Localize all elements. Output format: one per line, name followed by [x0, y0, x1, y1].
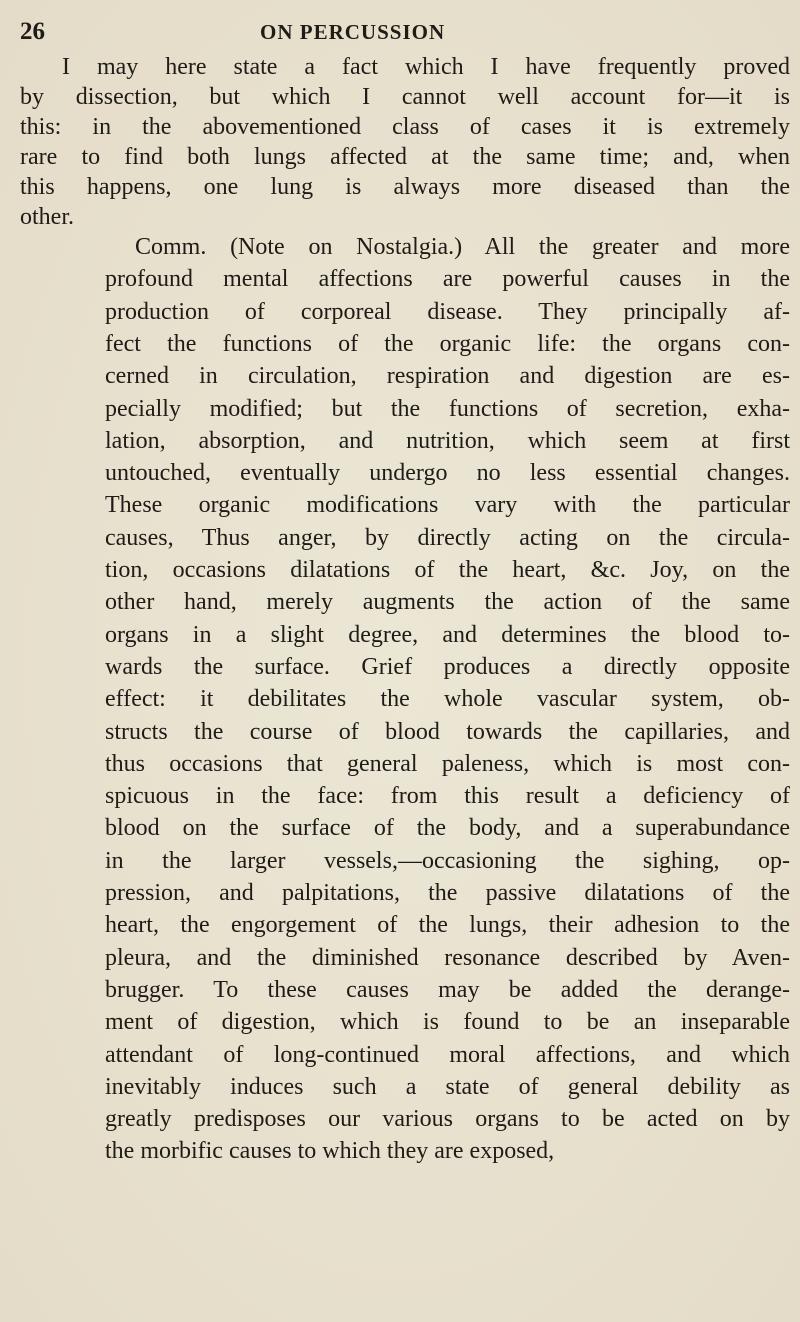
text-line: ment of digestion, which is found to be an inseparable — [105, 1009, 790, 1036]
text-line: heart, the engorgement of the lungs, their adhesion to the — [105, 912, 790, 939]
text-line: this: in the abovementioned class of cases it is extremely — [20, 114, 790, 140]
text-line: the morbific causes to which they are exposed, — [105, 1138, 555, 1165]
text-line: production of corporeal disease. They principally af- — [105, 298, 790, 325]
running-title: ON PERCUSSION — [260, 20, 446, 44]
text-line: pression, and palpitations, the passive dilatations of the — [105, 880, 790, 906]
text-line: lation, absorption, and nutrition, which seem at first — [105, 427, 790, 454]
text-line: other. — [20, 204, 74, 230]
text-line: effect: it debilitates the whole vascular system, ob- — [105, 686, 790, 713]
text-line: brugger. To these causes may be added the derange- — [105, 976, 790, 1003]
text-line: greatly predisposes our various organs to be acted on by — [105, 1106, 790, 1133]
text-line: thus occasions that general paleness, which is most con- — [105, 750, 790, 777]
text-line: untouched, eventually undergo no less essential changes. — [105, 460, 790, 487]
text-line: Comm. (Note on Nostalgia.) All the greater and more — [135, 234, 790, 260]
text-line: profound mental affections are powerful causes in the — [105, 266, 790, 293]
text-line: tion, occasions dilatations of the heart, &c. Joy, on the — [105, 557, 790, 583]
text-line: blood on the surface of the body, and a superabundance — [105, 815, 790, 842]
text-line: structs the course of blood towards the capillaries, and — [105, 718, 790, 745]
text-line: inevitably induces such a state of general debility as — [105, 1073, 790, 1100]
text-line: cerned in circulation, respiration and digestion are es- — [105, 363, 790, 390]
text-line: rare to find both lungs affected at the same time; and, when — [20, 144, 790, 170]
text-line: fect the functions of the organic life: the organs con- — [105, 330, 790, 357]
text-line: this happens, one lung is always more diseased than the — [20, 174, 790, 200]
text-line: by dissection, but which I cannot well account for—it is — [20, 84, 790, 110]
text-line: pleura, and the diminished resonance described by Aven- — [105, 944, 790, 971]
text-line: spicuous in the face: from this result a deficiency of — [105, 783, 790, 810]
text-line: other hand, merely augments the action of the same — [105, 589, 790, 616]
text-line: causes, Thus anger, by directly acting on the circula- — [105, 524, 790, 551]
text-line: I may here state a fact which I have frequently proved — [62, 54, 790, 80]
text-line: attendant of long-continued moral affections, and which — [105, 1041, 790, 1068]
text-line: pecially modified; but the functions of secretion, exha- — [105, 395, 790, 422]
text-line: organs in a slight degree, and determines the blood to- — [105, 621, 790, 648]
text-line: These organic modifications vary with the particular — [105, 492, 790, 519]
text-line: in the larger vessels,—occasioning the sighing, op- — [105, 847, 790, 874]
text-line: wards the surface. Grief produces a directly opposite — [105, 653, 790, 680]
page-number: 26 — [20, 18, 45, 45]
